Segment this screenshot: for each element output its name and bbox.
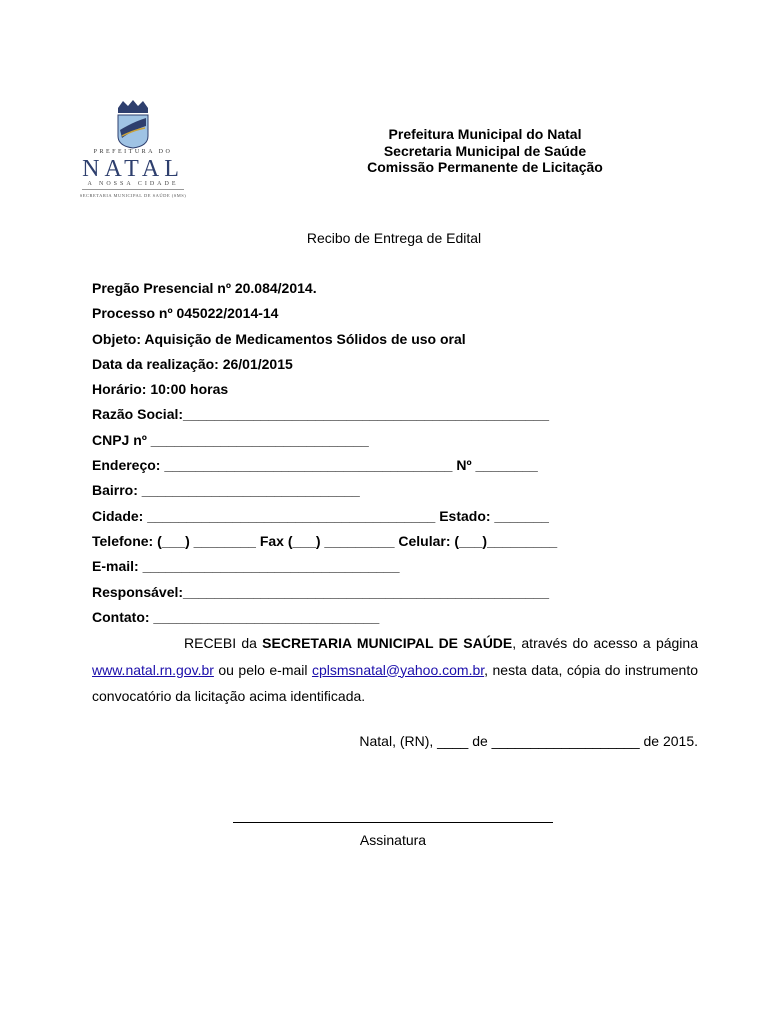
- para-text-2: , através do acesso a página: [512, 635, 698, 651]
- form-fields: [92, 280, 557, 634]
- field-data: Data da realização: 26/01/2015: [92, 355, 293, 372]
- logo-divider: [82, 189, 184, 190]
- crown-icon: [118, 100, 148, 113]
- logo-prefeitura-text: PREFEITURA DO: [93, 149, 173, 155]
- logo-natal-text: NATAL: [82, 156, 184, 182]
- para-text-1: RECEBI da: [184, 635, 263, 651]
- para-secretaria: SECRETARIA MUNICIPAL DE SAÚDE: [262, 635, 513, 651]
- natal-site-link[interactable]: www.natal.rn.gov.br: [92, 661, 214, 678]
- date-line: Natal, (RN), ____ de ___________________ de 2015.: [359, 733, 698, 749]
- field-razao-social: Razão Social:_______________________________________________: [92, 406, 549, 423]
- header-comissao: Comissão Permanente de Licitação: [367, 159, 603, 175]
- logo-cidade-text: A NOSSA CIDADE: [87, 181, 179, 187]
- header-secretaria: Secretaria Municipal de Saúde: [383, 142, 587, 159]
- para-text-4: , nesta data, cópia do instrumento convocatório da licitação acima identificada.: [92, 661, 698, 704]
- shield-icon: [118, 115, 148, 148]
- field-contato: Contato: _____________________________: [92, 608, 380, 625]
- signature-line: [233, 822, 553, 823]
- email-link[interactable]: cplsmsnatal@yahoo.com.br: [311, 661, 485, 678]
- field-responsavel: Responsável:_______________________________________________: [92, 583, 549, 600]
- document-title: Recibo de Entrega de Edital: [306, 230, 482, 246]
- field-horario: Horário: 10:00 horas: [92, 381, 229, 398]
- receipt-paragraph: [92, 630, 698, 710]
- document-header: [290, 126, 680, 176]
- field-objeto: Objeto: Aquisição de Medicamentos Sólidos de uso oral: [92, 330, 466, 347]
- field-email: E-mail: _________________________________: [92, 558, 400, 575]
- field-pregao: Pregão Presencial nº 20.084/2014.: [92, 280, 317, 296]
- para-text-3: ou pelo e-mail: [213, 661, 312, 678]
- logo-secretaria-text: SECRETARIA MUNICIPAL DE SAÚDE (SMS): [79, 193, 187, 198]
- field-processo: Processo nº 045022/2014-14: [92, 305, 279, 322]
- field-cidade: Cidade: _____________________________________ Estado: _______: [92, 507, 549, 524]
- field-cnpj: CNPJ nº ____________________________: [92, 431, 369, 448]
- field-endereco: Endereço: _____________________________________ Nº ________: [92, 457, 538, 474]
- header-prefeitura: Prefeitura Municipal do Natal: [388, 126, 582, 142]
- field-bairro: Bairro: ____________________________: [92, 482, 360, 499]
- field-telefone: Telefone: (___) ________ Fax (___) _________ Celular: (___)_________: [92, 532, 558, 549]
- signature-label: Assinatura: [359, 832, 427, 848]
